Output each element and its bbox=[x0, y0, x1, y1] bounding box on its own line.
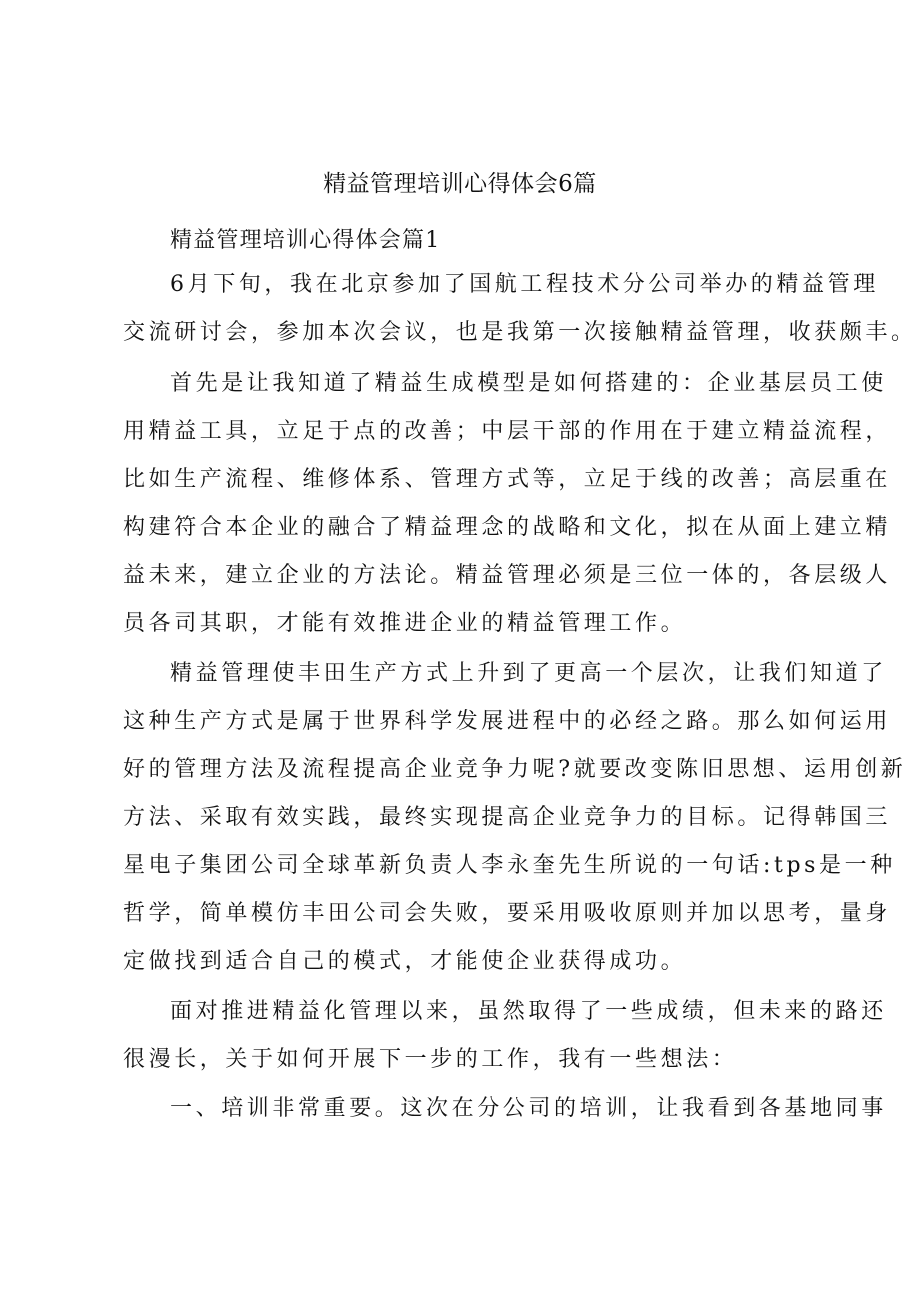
paragraph-line: 益未来，建立企业的方法论。精益管理必须是三位一体的，各层级人 bbox=[123, 563, 892, 588]
paragraph-line: 这种生产方式是属于世界科学发展进程中的必经之路。那么如何运用 bbox=[123, 709, 892, 734]
paragraph-line: 比如生产流程、维修体系、管理方式等，立足于线的改善；高层重在 bbox=[123, 467, 892, 492]
paragraph-line: 哲学，简单模仿丰田公司会失败，要采用吸收原则并加以思考，量身 bbox=[123, 901, 892, 926]
paragraph-line: 星电子集团公司全球革新负责人李永奎先生所说的一句话:tps是一种 bbox=[123, 853, 896, 878]
paragraph-line: 用精益工具，立足于点的改善；中层干部的作用在于建立精益流程， bbox=[123, 419, 892, 444]
section-heading: 精益管理培训心得体会篇1 bbox=[170, 228, 441, 253]
paragraph-line: 定做找到适合自己的模式，才能使企业获得成功。 bbox=[123, 949, 687, 974]
paragraph-line: 构建符合本企业的融合了精益理念的战略和文化，拟在从面上建立精 bbox=[123, 515, 892, 540]
paragraph-line: 方法、采取有效实践，最终实现提高企业竞争力的目标。记得韩国三 bbox=[123, 805, 892, 830]
paragraph-line: 首先是让我知道了精益生成模型是如何搭建的：企业基层员工使 bbox=[170, 371, 887, 396]
paragraph-line: 6月下旬，我在北京参加了国航工程技术分公司举办的精益管理 bbox=[170, 272, 879, 297]
document-title: 精益管理培训心得体会6篇 bbox=[323, 171, 597, 197]
paragraph-line: 一、培训非常重要。这次在分公司的培训，让我看到各基地同事 bbox=[170, 1096, 887, 1121]
paragraph-line: 好的管理方法及流程提高企业竞争力呢?就要改变陈旧思想、运用创新 bbox=[123, 757, 907, 782]
paragraph-line: 很漫长，关于如何开展下一步的工作，我有一些想法： bbox=[123, 1047, 738, 1072]
paragraph-line: 交流研讨会，参加本次会议，也是我第一次接触精益管理，收获颇丰。 bbox=[123, 320, 917, 345]
paragraph-line: 面对推进精益化管理以来，虽然取得了一些成绩，但未来的路还 bbox=[170, 999, 887, 1024]
paragraph-line: 员各司其职，才能有效推进企业的精益管理工作。 bbox=[123, 611, 687, 636]
paragraph-line: 精益管理使丰田生产方式上升到了更高一个层次，让我们知道了 bbox=[170, 661, 887, 686]
